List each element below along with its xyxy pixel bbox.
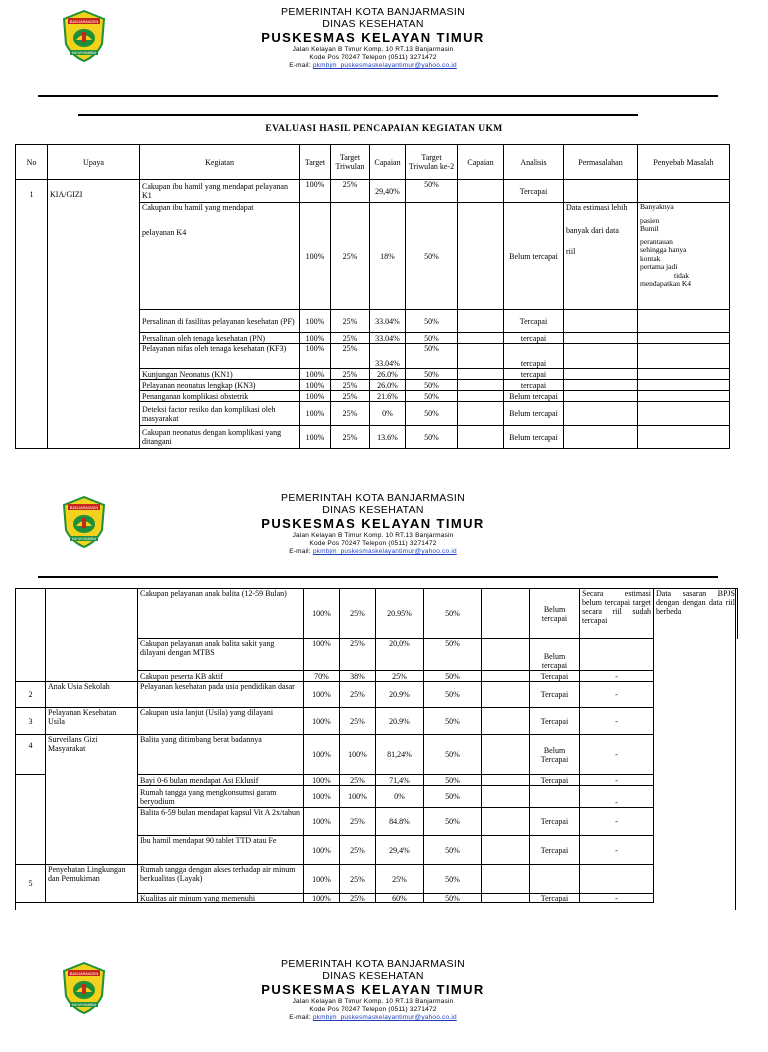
clinic-name: PUSKESMAS KELAYAN TIMUR [261, 516, 485, 531]
table-cell: 25% [340, 808, 376, 836]
col-target-triwulan: Target Triwulan [331, 145, 370, 180]
table-cell: 100% [304, 836, 340, 865]
table-cell: Cakupan ibu hamil yang mendapat pelayanan K1 [140, 180, 300, 203]
table-cell [654, 836, 738, 865]
table-cell [654, 735, 738, 775]
table-cell [580, 639, 654, 671]
emblem-motto: KAYUH BAIMBAI [71, 51, 97, 55]
table-cell: 100% [340, 735, 376, 775]
government-name: PEMERINTAH KOTA BANJARMASIN [281, 492, 465, 504]
table-cell [482, 639, 530, 671]
table-cell [530, 865, 580, 894]
table-cell: 71,4% [376, 775, 424, 786]
table-cell: Pelayanan kesehatan pada usia pendidikan dasar [138, 682, 304, 708]
table-cell [638, 426, 730, 449]
table-row [16, 180, 730, 203]
evaluation-table-page1 [15, 144, 730, 449]
table-cell: Persalinan di fasilitas pelayanan kesehatan (PF) [140, 310, 300, 333]
table-cell: Cakupan pelayanan anak balita (12-59 Bulan) [138, 589, 304, 639]
table-cell: Tercapai [504, 180, 564, 203]
table-cell: 25% [331, 333, 370, 344]
table-cell: Pelayanan nifas oleh tenaga kesehatan (KF3) [140, 344, 300, 369]
table-cell: Pelayanan neonatus lengkap (KN3) [140, 380, 300, 391]
table-cell: Tercapai [530, 808, 580, 836]
table-cell [564, 380, 638, 391]
table-header-row [16, 145, 730, 180]
table-cell: 2 [16, 682, 46, 708]
table-cell: Rumah tangga dengan akses terhadap air minum berkualitas (Layak) [138, 865, 304, 894]
table-cell: Cakupan peserta KB aktif [138, 671, 304, 682]
table-cell [654, 671, 738, 682]
table-cell [482, 671, 530, 682]
table-cell: Belum Tercapai [530, 735, 580, 775]
table-cell: 50% [406, 180, 458, 203]
table-cell [482, 682, 530, 708]
table-cell: 25% [331, 426, 370, 449]
table-cell [638, 180, 730, 203]
table-cell [16, 786, 46, 808]
table-cell [638, 333, 730, 344]
government-name: PEMERINTAH KOTA BANJARMASIN [281, 958, 465, 970]
table-cell: - [580, 682, 654, 708]
table-row [16, 865, 738, 894]
col-analisis: Analisis [504, 145, 564, 180]
table-cell: Tercapai [530, 708, 580, 735]
department-name: DINAS KESEHATAN [322, 504, 424, 516]
table-cell [654, 708, 738, 735]
table-cell: 0% [376, 786, 424, 808]
table-cell [482, 808, 530, 836]
table-cell [458, 380, 504, 391]
table-cell: 25% [340, 682, 376, 708]
table-cell: 29,40% [370, 180, 406, 203]
table-cell: Surveilans Gizi Masyarakat [46, 735, 138, 865]
table-cell: - [580, 836, 654, 865]
table-cell: 38% [340, 671, 376, 682]
table-cell: 33.04% [370, 333, 406, 344]
table-cell: 100% [304, 682, 340, 708]
letterhead-3 [0, 952, 768, 1052]
table-cell: Tercapai [530, 894, 580, 903]
table-cell: Belum tercapai [504, 391, 564, 402]
table-cell: Cakupan pelayanan anak balita sakit yang dilayani dengan MTBS [138, 639, 304, 671]
table-cell: 50% [424, 786, 482, 808]
email-line: E-mail: pkmbjm_puskesmaskelayantimur@yahoo.co.id [289, 62, 457, 69]
table-cell [482, 735, 530, 775]
table-cell: Penanganan komplikasi obstetrik [140, 391, 300, 402]
title-rule [78, 114, 638, 116]
address-line: Jalan Kelayan B Timur Komp. 10 RT.13 Banjarmasin [292, 998, 454, 1005]
penyebab-cell: Data sasaran BPJS dengan dengan data riil berbeda [654, 589, 738, 639]
table-cell: 5 [16, 865, 46, 903]
banjarmasin-city-emblem-icon [62, 10, 106, 62]
table-cell: 100% [304, 708, 340, 735]
table-cell: 50% [406, 426, 458, 449]
table-cell: 50% [424, 894, 482, 903]
table-cell: 25% [331, 180, 370, 203]
table-cell: 100% [304, 786, 340, 808]
table-cell: 50% [406, 391, 458, 402]
table-cell [638, 310, 730, 333]
table-cell: 20.95% [376, 589, 424, 639]
table-cell [458, 203, 504, 310]
table-cell: 50% [406, 333, 458, 344]
table-cell: 100% [300, 402, 331, 426]
table-cell [654, 682, 738, 708]
table-cell: Cakupan usia lanjut (Usila) yang dilayani [138, 708, 304, 735]
table-row [16, 682, 738, 708]
col-upaya: Upaya [48, 145, 140, 180]
col-kegiatan: Kegiatan [140, 145, 300, 180]
table-cell: 50% [424, 671, 482, 682]
table-cell: 100% [300, 380, 331, 391]
table-cell: Tercapai [530, 671, 580, 682]
table-cell: 50% [424, 708, 482, 735]
header-rule [38, 576, 718, 578]
table-cell: 33.04% [370, 344, 406, 369]
table-cell: 20.9% [376, 708, 424, 735]
table-cell: 84.8% [376, 808, 424, 836]
col-target-triwulan-2: Target Triwulan ke-2 [406, 145, 458, 180]
table-cell [482, 865, 530, 894]
table-cell [580, 865, 654, 894]
table-cell: 50% [406, 369, 458, 380]
table-cell: - [580, 808, 654, 836]
table-cell: 25% [340, 894, 376, 903]
emblem-city-name: BANJARMASIN [69, 505, 99, 510]
table-cell: 25% [340, 836, 376, 865]
col-permasalahan: Permasalahan [564, 145, 638, 180]
emblem-city-name: BANJARMASIN [69, 971, 99, 976]
table-cell: Cakupan ibu hamil yang mendapat pelayanan K4 [140, 203, 300, 310]
table-cell: 25% [331, 380, 370, 391]
table-cell [638, 344, 730, 369]
table-cell: Belum tercapai [504, 426, 564, 449]
table-cell [654, 775, 738, 786]
table-cell [16, 836, 46, 865]
table-cell [482, 708, 530, 735]
banjarmasin-city-emblem-icon [62, 962, 106, 1014]
table-cell: 100% [304, 865, 340, 894]
table-row [16, 708, 738, 735]
table-cell: 25% [340, 708, 376, 735]
table-cell: Ibu hamil mendapat 90 tablet TTD atau Fe [138, 836, 304, 865]
table-cell: 100% [304, 735, 340, 775]
table-cell: 50% [424, 735, 482, 775]
table-cell [654, 808, 738, 836]
emblem-motto: KAYUH BAIMBAI [71, 1003, 97, 1007]
table-cell [458, 344, 504, 369]
table-cell: Bayi 0-6 bulan mendapat Asi Eklusif [138, 775, 304, 786]
table-cell: Balita yang ditimbang berat badannya [138, 735, 304, 775]
table-cell: 50% [406, 402, 458, 426]
table-cell: 25% [340, 589, 376, 639]
table-cell [638, 402, 730, 426]
postal-phone-line: Kode Pos 70247 Telepon (0511) 3271472 [309, 54, 437, 61]
table-cell: 100% [304, 589, 340, 639]
table-cell: 26.0% [370, 369, 406, 380]
department-name: DINAS KESEHATAN [322, 18, 424, 30]
table-cell: Belum tercapai [530, 589, 580, 639]
table-cell: 100% [300, 310, 331, 333]
table-cell [530, 786, 580, 808]
table-cell: 20,0% [376, 639, 424, 671]
table-cell: 25% [331, 402, 370, 426]
letterhead-2 [0, 486, 768, 586]
table-cell [564, 391, 638, 402]
table-cell [458, 369, 504, 380]
table-cell: tercapai [504, 369, 564, 380]
table-cell [458, 402, 504, 426]
table-cell [46, 589, 138, 682]
table-cell: 25% [340, 775, 376, 786]
government-name: PEMERINTAH KOTA BANJARMASIN [281, 6, 465, 18]
table-cell: 70% [304, 671, 340, 682]
table-row [16, 735, 738, 775]
table-cell [654, 786, 738, 808]
table-cell [564, 180, 638, 203]
table-cell: 60% [376, 894, 424, 903]
table-cell: Tercapai [530, 775, 580, 786]
table-cell: 100% [300, 180, 331, 203]
table-cell: 100% [340, 786, 376, 808]
email-link[interactable]: pkmbjm_puskesmaskelayantimur@yahoo.co.id [312, 62, 457, 69]
table-cell: 100% [304, 639, 340, 671]
emblem-motto: KAYUH BAIMBAI [71, 537, 97, 541]
table-cell: 50% [424, 589, 482, 639]
table-cell: 100% [304, 808, 340, 836]
row-number: 1 [16, 180, 48, 449]
table-cell [654, 894, 738, 903]
table-cell: 100% [300, 203, 331, 310]
col-penyebab: Penyebab Masalah [638, 145, 730, 180]
table-cell: Anak Usia Sekolah [46, 682, 138, 708]
table-cell: 25% [376, 671, 424, 682]
table-cell: - [580, 775, 654, 786]
table-cell: 50% [424, 836, 482, 865]
email-link[interactable]: pkmbjm_puskesmaskelayantimur@yahoo.co.id [312, 548, 457, 555]
table-cell [458, 180, 504, 203]
table-cell: 18% [370, 203, 406, 310]
table-cell: 25% [340, 865, 376, 894]
table-cell: 100% [304, 775, 340, 786]
email-line: E-mail: pkmbjm_puskesmaskelayantimur@yahoo.co.id [289, 1014, 457, 1021]
table-cell: 25% [331, 369, 370, 380]
table-cell: 50% [424, 682, 482, 708]
table-cell [482, 894, 530, 903]
table-cell: 25% [340, 639, 376, 671]
table-cell [638, 369, 730, 380]
col-capaian-2: Capaian [458, 145, 504, 180]
table-cell [564, 310, 638, 333]
table-cell: 25% [331, 310, 370, 333]
table-cell: Belum tercapai [504, 402, 564, 426]
permasalahan-cell: Data estimasi lebih banyak dari data riil [564, 203, 638, 310]
table-cell: 100% [300, 426, 331, 449]
address-line: Jalan Kelayan B Timur Komp. 10 RT.13 Banjarmasin [292, 532, 454, 539]
penyebab-cell: Banyaknya pasien Bumil perantauan sehingga hanya kontak pertama jadi tidak mendapatkan K4 [638, 203, 730, 310]
email-link[interactable]: pkmbjm_puskesmaskelayantimur@yahoo.co.id [312, 1014, 457, 1021]
table-cell [482, 836, 530, 865]
postal-phone-line: Kode Pos 70247 Telepon (0511) 3271472 [309, 1006, 437, 1013]
table-cell: Balita 6-59 bulan mendapat kapsul Vit A 2x/tahun [138, 808, 304, 836]
col-no: No [16, 145, 48, 180]
table-cell: Belum tercapai [504, 203, 564, 310]
table-cell: 29,4% [376, 836, 424, 865]
report-title: EVALUASI HASIL PENCAPAIAN KEGIATAN UKM [265, 124, 503, 134]
evaluation-table-page2 [15, 588, 738, 903]
table-cell [16, 775, 46, 786]
table-cell [564, 333, 638, 344]
table-cell [458, 426, 504, 449]
table-cell: Penyehatan Lingkungan dan Pemukiman [46, 865, 138, 903]
table-cell: 50% [406, 380, 458, 391]
table-cell: 3 [16, 708, 46, 735]
table-cell: 25% [331, 203, 370, 310]
table-cell: - [580, 786, 654, 808]
table-cell: 21.6% [370, 391, 406, 402]
table-cell: Persalinan oleh tenaga kesehatan (PN) [140, 333, 300, 344]
email-line: E-mail: pkmbjm_puskesmaskelayantimur@yahoo.co.id [289, 548, 457, 555]
header-rule [38, 95, 718, 97]
table-cell [564, 402, 638, 426]
table-cell [16, 589, 46, 682]
table-cell [564, 369, 638, 380]
table-cell: Tercapai [530, 682, 580, 708]
table-cell [638, 380, 730, 391]
table-cell: - [580, 894, 654, 903]
table-cell: Belum tercapai [530, 639, 580, 671]
table-cell: - [580, 671, 654, 682]
table-cell: 50% [424, 808, 482, 836]
postal-phone-line: Kode Pos 70247 Telepon (0511) 3271472 [309, 540, 437, 547]
letterhead-1 [0, 0, 768, 100]
table-cell [654, 639, 738, 671]
table-cell: 50% [406, 203, 458, 310]
table-cell: 26.0% [370, 380, 406, 391]
table-cell [482, 589, 530, 639]
table-cell: 100% [300, 369, 331, 380]
table-cell: Tercapai [530, 836, 580, 865]
table-cell: 50% [406, 344, 458, 369]
table-cell [564, 344, 638, 369]
table-cell: 33.04% [370, 310, 406, 333]
table-cell [16, 808, 46, 836]
table-cell: 100% [304, 894, 340, 903]
table-cell [654, 865, 738, 894]
table-cell: Deteksi factor resiko dan komplikasi oleh masyarakat [140, 402, 300, 426]
table-cell: Kunjungan Neonatus (KN1) [140, 369, 300, 380]
table-cell: 13.6% [370, 426, 406, 449]
table-cell: Pelayanan Kesehatan Usila [46, 708, 138, 735]
table-cell [458, 310, 504, 333]
department-name: DINAS KESEHATAN [322, 970, 424, 982]
table-cell: 100% [300, 344, 331, 369]
table-cell: 81,24% [376, 735, 424, 775]
banjarmasin-city-emblem-icon [62, 496, 106, 548]
emblem-city-name: BANJARMASIN [69, 19, 99, 24]
table-cell: tercapai [504, 380, 564, 391]
table-cell [564, 426, 638, 449]
table-cell: Tercapai [504, 310, 564, 333]
table-cell [482, 786, 530, 808]
address-line: Jalan Kelayan B Timur Komp. 10 RT.13 Banjarmasin [292, 46, 454, 53]
table-cell: 50% [424, 639, 482, 671]
table-cell [638, 391, 730, 402]
table-cell: 50% [424, 865, 482, 894]
permasalahan-cell: Secara estimasi belum tercapai target secara riil sudah tercapai [580, 589, 654, 639]
table-cell: 20.9% [376, 682, 424, 708]
table-cell: 25% [331, 344, 370, 369]
table-cell: 50% [424, 775, 482, 786]
table-cell [458, 333, 504, 344]
table-cell: tercapai [504, 344, 564, 369]
table-cell: 25% [376, 865, 424, 894]
col-target: Target [300, 145, 331, 180]
table-row [16, 589, 738, 639]
col-capaian: Capaian [370, 145, 406, 180]
table-cell: Rumah tangga yang mengkonsumsi garam beryodium [138, 786, 304, 808]
table-cell: - [580, 735, 654, 775]
table-cell: 25% [331, 391, 370, 402]
table-cell [458, 391, 504, 402]
table-cell: 0% [370, 402, 406, 426]
table-cell: 4 [16, 735, 46, 775]
table-cell [482, 775, 530, 786]
table-cell: Kualitas air minum yang memenuhi [138, 894, 304, 903]
table-cell: 50% [406, 310, 458, 333]
upaya-label: KIA/GIZI [48, 180, 140, 449]
table-cell: Cakupan neonatus dengan komplikasi yang ditangani [140, 426, 300, 449]
table-cell: 100% [300, 333, 331, 344]
table-cell: - [580, 708, 654, 735]
clinic-name: PUSKESMAS KELAYAN TIMUR [261, 982, 485, 997]
clinic-name: PUSKESMAS KELAYAN TIMUR [261, 30, 485, 45]
table-cell: 100% [300, 391, 331, 402]
table-cell: tercapai [504, 333, 564, 344]
